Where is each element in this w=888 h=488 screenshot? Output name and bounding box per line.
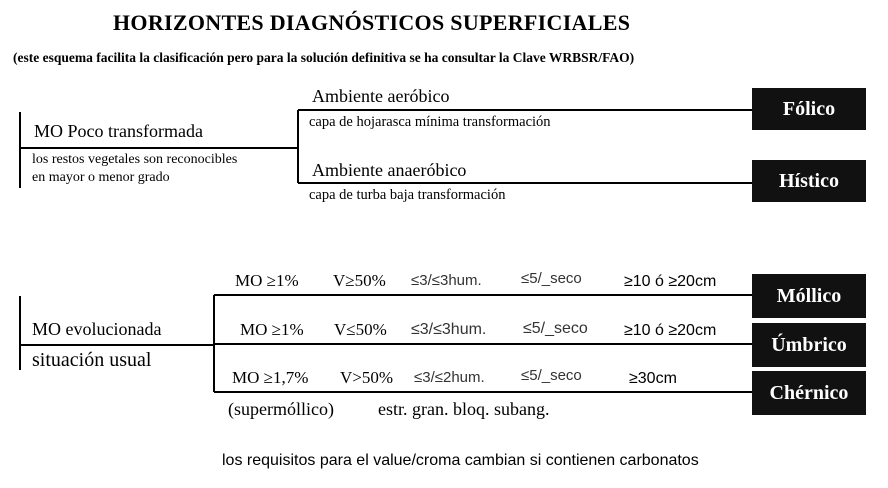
branch-histico-label: Ambiente anaeróbico — [312, 160, 467, 180]
mollico-hum: ≤3/≤3hum. — [411, 272, 482, 289]
result-box-histico: Hístico — [752, 160, 866, 202]
mollico-depth: ≥10 ó ≥20cm — [624, 273, 717, 290]
chernico-seco: ≤5/_seco — [521, 367, 582, 384]
chernico-mo: MO ≥1,7% — [232, 368, 309, 387]
page-title: HORIZONTES DIAGNÓSTICOS SUPERFICIALES — [113, 10, 631, 35]
result-box-folico: Fólico — [752, 88, 866, 130]
branch-histico-desc: capa de turba baja transformación — [309, 187, 506, 203]
chernico-note-structure: estr. gran. bloq. subang. — [378, 399, 550, 419]
umbrico-depth: ≥10 ó ≥20cm — [624, 322, 717, 339]
group1-root-desc-1: los restos vegetales son reconocibles — [32, 152, 238, 167]
mollico-mo: MO ≥1% — [235, 271, 299, 290]
umbrico-v: V≤50% — [334, 320, 387, 339]
result-box-mollico: Móllico — [752, 274, 866, 318]
footer-note: los requisitos para el value/croma cambian si contienen carbonatos — [222, 452, 699, 469]
chernico-hum: ≤3/≤2hum. — [414, 369, 485, 386]
umbrico-hum: ≤3/≤3hum. — [411, 321, 487, 338]
mollico-seco: ≤5/_seco — [521, 270, 582, 287]
group2-root-sub: situación usual — [32, 349, 152, 371]
group1-root-label: MO Poco transformada — [34, 121, 203, 141]
chernico-v: V>50% — [340, 368, 394, 387]
result-box-umbrico: Úmbrico — [752, 323, 866, 367]
chernico-depth: ≥30cm — [629, 370, 677, 387]
page-subtitle: (este esquema facilita la clasificación pero para la solución definitiva se ha consultar la Clave WRBSR/FAO) — [13, 50, 635, 65]
chernico-note-supermollico: (supermóllico) — [228, 399, 334, 419]
umbrico-mo: MO ≥1% — [240, 320, 304, 339]
umbrico-seco: ≤5/_seco — [523, 320, 588, 337]
branch-folico-label: Ambiente aeróbico — [312, 86, 450, 106]
branch-folico-desc: capa de hojarasca mínima transformación — [309, 114, 551, 130]
mollico-v: V≥50% — [333, 271, 386, 290]
group2-root-label: MO evolucionada — [32, 319, 162, 339]
group1-root-desc-2: en mayor o menor grado — [32, 170, 170, 185]
result-box-chernico: Chérnico — [752, 371, 866, 415]
